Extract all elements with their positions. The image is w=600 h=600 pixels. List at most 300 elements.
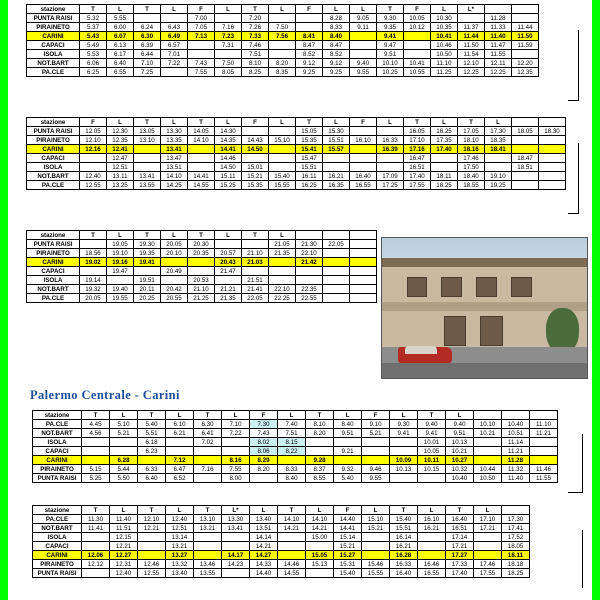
- station-name-cell: CAPACI: [33, 447, 82, 456]
- departure-time-cell: 7.25: [134, 68, 161, 77]
- table-wrap-3: [26, 230, 377, 303]
- departure-time-cell: 18.25: [502, 569, 530, 578]
- departure-time-cell: 10.25: [377, 68, 404, 77]
- photo-window: [407, 277, 427, 297]
- table-row: [33, 438, 558, 447]
- departure-time-cell: 19.51: [134, 276, 161, 285]
- departure-time-cell: 18.18: [502, 560, 530, 569]
- departure-time-cell: 17.50: [458, 163, 485, 172]
- departure-time-cell: 14.46: [278, 560, 306, 569]
- departure-time-cell: 18.10: [458, 136, 485, 145]
- departure-time-cell: 15.31: [334, 560, 362, 569]
- departure-time-cell: [188, 154, 215, 163]
- departure-time-cell: 13.41: [222, 524, 250, 533]
- departure-time-cell: 6.33: [138, 465, 166, 474]
- departure-time-cell: 21.42: [296, 258, 323, 267]
- departure-time-cell: 9.47: [377, 41, 404, 50]
- departure-time-cell: 20.30: [188, 240, 215, 249]
- departure-time-cell: [474, 438, 502, 447]
- train-type-header: F: [362, 411, 390, 420]
- departure-time-cell: 4.45: [82, 420, 110, 429]
- station-name-cell: CAPACI: [27, 154, 80, 163]
- departure-time-cell: 17.52: [502, 533, 530, 542]
- train-type-header: [485, 5, 512, 14]
- departure-time-cell: 9.25: [296, 68, 323, 77]
- station-name-cell: PUNTA RAISI: [27, 240, 80, 249]
- departure-time-cell: [377, 127, 404, 136]
- departure-time-cell: 8.15: [278, 438, 306, 447]
- departure-time-cell: [278, 542, 306, 551]
- departure-time-cell: [390, 474, 418, 483]
- departure-time-cell: 21.35: [269, 249, 296, 258]
- departure-time-cell: [474, 533, 502, 542]
- departure-time-cell: [250, 474, 278, 483]
- departure-time-cell: 21.21: [215, 285, 242, 294]
- connector-line: [578, 143, 579, 213]
- departure-time-cell: 9.30: [390, 420, 418, 429]
- train-type-header: L: [110, 411, 138, 420]
- departure-time-cell: 15.21: [242, 172, 269, 181]
- departure-time-cell: 5.40: [334, 474, 362, 483]
- departure-time-cell: [377, 154, 404, 163]
- departure-time-cell: 17.21: [446, 542, 474, 551]
- departure-time-cell: 18.11: [431, 172, 458, 181]
- departure-time-cell: 7.12: [166, 456, 194, 465]
- table-row: [33, 569, 530, 578]
- departure-time-cell: 7.22: [161, 59, 188, 68]
- departure-time-cell: 10.05: [418, 447, 446, 456]
- departure-time-cell: 11.44: [458, 32, 485, 41]
- departure-time-cell: 12.40: [166, 515, 194, 524]
- departure-time-cell: 16.33: [390, 560, 418, 569]
- departure-time-cell: 6.00: [107, 23, 134, 32]
- departure-time-cell: 13.14: [166, 533, 194, 542]
- departure-time-cell: 19.16: [107, 258, 134, 267]
- departure-time-cell: 14.55: [278, 569, 306, 578]
- train-type-header: [323, 231, 350, 240]
- departure-time-cell: 12.10: [458, 59, 485, 68]
- departure-time-cell: 7.56: [269, 32, 296, 41]
- train-type-header: F: [188, 5, 215, 14]
- departure-time-cell: 10.40: [446, 474, 474, 483]
- departure-time-cell: 17.30: [485, 127, 512, 136]
- departure-time-cell: 17.33: [446, 560, 474, 569]
- departure-time-cell: 12.51: [166, 524, 194, 533]
- departure-time-cell: [530, 447, 558, 456]
- departure-time-cell: 9.41: [377, 32, 404, 41]
- departure-time-cell: 7.55: [222, 465, 250, 474]
- departure-time-cell: 10.10: [474, 420, 502, 429]
- station-name-cell: NOT.BART: [27, 172, 80, 181]
- table-row: [33, 542, 530, 551]
- departure-time-cell: 5.49: [80, 41, 107, 50]
- train-type-header: L: [250, 506, 278, 515]
- departure-time-cell: [539, 154, 566, 163]
- train-type-header: T: [80, 231, 107, 240]
- train-type-header: L: [474, 506, 502, 515]
- departure-time-cell: 16.21: [323, 172, 350, 181]
- departure-time-cell: [323, 258, 350, 267]
- departure-time-cell: 21.30: [296, 240, 323, 249]
- departure-time-cell: 16.40: [390, 569, 418, 578]
- departure-time-cell: 12.46: [138, 560, 166, 569]
- departure-time-cell: 9.46: [362, 465, 390, 474]
- departure-time-cell: 15.27: [334, 551, 362, 560]
- train-type-header: F: [350, 118, 377, 127]
- departure-time-cell: 6.47: [166, 465, 194, 474]
- train-type-header: [350, 231, 377, 240]
- departure-time-cell: 17.40: [431, 145, 458, 154]
- departure-time-cell: 14.35: [215, 136, 242, 145]
- departure-time-cell: [242, 240, 269, 249]
- departure-time-cell: 15.25: [215, 181, 242, 190]
- departure-time-cell: [80, 154, 107, 163]
- departure-time-cell: [306, 569, 334, 578]
- train-type-header: T: [138, 411, 166, 420]
- departure-time-cell: 7.26: [242, 23, 269, 32]
- train-type-header: T: [458, 118, 485, 127]
- departure-time-cell: 19.40: [107, 285, 134, 294]
- departure-time-cell: 13.11: [107, 172, 134, 181]
- departure-time-cell: 10.09: [390, 456, 418, 465]
- departure-time-cell: 7.22: [222, 429, 250, 438]
- departure-time-cell: [512, 172, 539, 181]
- departure-time-cell: [194, 533, 222, 542]
- departure-time-cell: [350, 145, 377, 154]
- departure-time-cell: 10.21: [446, 447, 474, 456]
- departure-time-cell: [138, 533, 166, 542]
- departure-time-cell: 5.43: [80, 32, 107, 41]
- departure-time-cell: [350, 154, 377, 163]
- departure-time-cell: 11.55: [530, 474, 558, 483]
- departure-time-cell: 11.32: [502, 465, 530, 474]
- train-type-header: T: [134, 5, 161, 14]
- departure-time-cell: 17.40: [404, 172, 431, 181]
- departure-time-cell: 9.21: [334, 447, 362, 456]
- station-name-cell: PUNTA RAISI: [33, 569, 82, 578]
- departure-time-cell: 18.11: [502, 551, 530, 560]
- departure-time-cell: 14.40: [250, 569, 278, 578]
- departure-time-cell: 8.33: [323, 23, 350, 32]
- departure-time-cell: [188, 50, 215, 59]
- departure-time-cell: 6.28: [110, 456, 138, 465]
- departure-time-cell: [82, 438, 110, 447]
- departure-time-cell: 15.47: [296, 154, 323, 163]
- departure-time-cell: 17.40: [446, 569, 474, 578]
- departure-time-cell: [161, 276, 188, 285]
- departure-time-cell: 9.35: [377, 23, 404, 32]
- departure-time-cell: 9.12: [296, 59, 323, 68]
- departure-time-cell: 17.35: [431, 136, 458, 145]
- train-type-header: T: [82, 506, 110, 515]
- departure-time-cell: 12.16: [80, 145, 107, 154]
- departure-time-cell: [134, 14, 161, 23]
- table-row: [27, 285, 377, 294]
- photo-window: [476, 277, 496, 297]
- departure-time-cell: 10.41: [431, 32, 458, 41]
- departure-time-cell: 17.41: [502, 524, 530, 533]
- schedule-table-3: [26, 230, 377, 303]
- departure-time-cell: 20.53: [188, 276, 215, 285]
- departure-time-cell: 15.57: [323, 145, 350, 154]
- departure-time-cell: [278, 551, 306, 560]
- page-title: Palermo Centrale - Carini: [30, 388, 180, 402]
- train-type-header: F: [80, 118, 107, 127]
- departure-time-cell: 8.40: [278, 474, 306, 483]
- departure-time-cell: 10.51: [502, 429, 530, 438]
- departure-time-cell: 6.55: [107, 68, 134, 77]
- train-type-header: [512, 5, 539, 14]
- departure-time-cell: 7.55: [188, 68, 215, 77]
- departure-time-cell: [222, 447, 250, 456]
- train-type-header: L: [269, 231, 296, 240]
- departure-time-cell: 20.49: [161, 267, 188, 276]
- departure-time-cell: 10.46: [431, 41, 458, 50]
- departure-time-cell: [404, 41, 431, 50]
- station-column-header: stazione: [27, 231, 80, 240]
- departure-time-cell: 9.41: [418, 429, 446, 438]
- departure-time-cell: [539, 145, 566, 154]
- departure-time-cell: [215, 14, 242, 23]
- table-wrap-4: [32, 410, 558, 483]
- departure-time-cell: 13.25: [107, 181, 134, 190]
- train-type-header: T: [82, 411, 110, 420]
- train-type-header: T: [138, 506, 166, 515]
- departure-time-cell: 7.30: [250, 420, 278, 429]
- departure-time-cell: 19.55: [107, 294, 134, 303]
- departure-time-cell: [110, 438, 138, 447]
- departure-time-cell: 14.41: [188, 172, 215, 181]
- departure-time-cell: 10.10: [377, 59, 404, 68]
- departure-time-cell: 7.50: [269, 23, 296, 32]
- departure-time-cell: 18.51: [512, 163, 539, 172]
- departure-time-cell: [323, 267, 350, 276]
- departure-time-cell: 9.10: [362, 420, 390, 429]
- departure-time-cell: 8.47: [323, 41, 350, 50]
- departure-time-cell: 19.10: [107, 249, 134, 258]
- departure-time-cell: [539, 136, 566, 145]
- schedule-table-5: [32, 505, 530, 578]
- departure-time-cell: 9.05: [350, 14, 377, 23]
- departure-time-cell: 21.47: [215, 267, 242, 276]
- departure-time-cell: 15.01: [242, 163, 269, 172]
- train-type-header: L: [222, 411, 250, 420]
- departure-time-cell: 15.05: [296, 127, 323, 136]
- departure-time-cell: 9.25: [323, 68, 350, 77]
- station-name-cell: PA.CLE: [27, 68, 80, 77]
- departure-time-cell: [474, 551, 502, 560]
- departure-time-cell: [82, 533, 110, 542]
- station-name-cell: PUNTA RAISI: [33, 474, 82, 483]
- train-type-header: F: [242, 118, 269, 127]
- connector-line: [582, 434, 583, 492]
- departure-time-cell: 15.05: [306, 551, 334, 560]
- departure-time-cell: [188, 41, 215, 50]
- departure-time-cell: 17.14: [446, 533, 474, 542]
- departure-time-cell: 7.23: [215, 32, 242, 41]
- train-type-header: [539, 118, 566, 127]
- departure-time-cell: [296, 276, 323, 285]
- departure-time-cell: 6.25: [80, 68, 107, 77]
- departure-time-cell: 16.40: [350, 172, 377, 181]
- departure-time-cell: 10.55: [404, 68, 431, 77]
- station-photo: [381, 237, 588, 379]
- train-type-header: L: [161, 5, 188, 14]
- departure-time-cell: [269, 50, 296, 59]
- departure-time-cell: [138, 551, 166, 560]
- train-type-header: T: [242, 231, 269, 240]
- departure-time-cell: 5.10: [110, 420, 138, 429]
- departure-time-cell: 6.17: [107, 50, 134, 59]
- departure-time-cell: [278, 456, 306, 465]
- departure-time-cell: [350, 276, 377, 285]
- departure-time-cell: 18.56: [80, 249, 107, 258]
- departure-time-cell: 6.23: [138, 447, 166, 456]
- departure-time-cell: 20.57: [215, 249, 242, 258]
- departure-time-cell: 7.31: [215, 41, 242, 50]
- station-name-cell: PA.CLE: [27, 294, 80, 303]
- departure-time-cell: 16.55: [418, 569, 446, 578]
- departure-time-cell: 13.05: [134, 127, 161, 136]
- table-row: [27, 14, 539, 23]
- departure-time-cell: [362, 438, 390, 447]
- departure-time-cell: 16.40: [446, 515, 474, 524]
- station-name-cell: PUNTA RAISI: [27, 127, 80, 136]
- departure-time-cell: 11.37: [458, 23, 485, 32]
- train-type-header: [512, 118, 539, 127]
- departure-time-cell: [161, 258, 188, 267]
- table-row: [27, 136, 566, 145]
- station-name-cell: PUNTA RAISI: [27, 14, 80, 23]
- departure-time-cell: 11.40: [110, 515, 138, 524]
- departure-time-cell: 18.16: [458, 145, 485, 154]
- departure-time-cell: 8.55: [306, 474, 334, 483]
- departure-time-cell: 6.06: [80, 59, 107, 68]
- departure-time-cell: 15.21: [334, 542, 362, 551]
- table-row: [27, 249, 377, 258]
- table-row: [27, 41, 539, 50]
- departure-time-cell: 22.05: [323, 240, 350, 249]
- departure-time-cell: [539, 163, 566, 172]
- train-type-header: L: [161, 118, 188, 127]
- departure-time-cell: [194, 542, 222, 551]
- departure-time-cell: 7.10: [222, 420, 250, 429]
- departure-time-cell: 8.35: [269, 68, 296, 77]
- departure-time-cell: [350, 50, 377, 59]
- departure-time-cell: 21.10: [188, 285, 215, 294]
- departure-time-cell: 17.10: [474, 515, 502, 524]
- departure-time-cell: 9.40: [446, 420, 474, 429]
- station-name-cell: CAPACI: [27, 41, 80, 50]
- departure-time-cell: 8.20: [269, 59, 296, 68]
- departure-time-cell: 12.40: [110, 569, 138, 578]
- station-name-cell: NOT.BART: [27, 59, 80, 68]
- departure-time-cell: [80, 267, 107, 276]
- train-type-header: T: [194, 411, 222, 420]
- departure-time-cell: 14.46: [215, 154, 242, 163]
- station-name-cell: CARINI: [33, 551, 82, 560]
- train-type-header: T: [306, 411, 334, 420]
- connector-line: [582, 530, 583, 588]
- departure-time-cell: [350, 294, 377, 303]
- station-name-cell: ISOLA: [27, 163, 80, 172]
- departure-time-cell: 10.50: [431, 50, 458, 59]
- departure-time-cell: 12.51: [107, 163, 134, 172]
- departure-time-cell: 18.40: [458, 172, 485, 181]
- departure-time-cell: 12.27: [110, 551, 138, 560]
- station-column-header: stazione: [33, 506, 82, 515]
- departure-time-cell: [390, 447, 418, 456]
- departure-time-cell: [161, 14, 188, 23]
- departure-time-cell: 20.55: [161, 294, 188, 303]
- departure-time-cell: 12.15: [110, 533, 138, 542]
- departure-time-cell: [431, 163, 458, 172]
- departure-time-cell: 10.11: [418, 456, 446, 465]
- station-name-cell: CAPACI: [27, 267, 80, 276]
- departure-time-cell: 12.10: [80, 136, 107, 145]
- departure-time-cell: 7.16: [215, 23, 242, 32]
- departure-time-cell: 21.41: [242, 285, 269, 294]
- departure-time-cell: 17.27: [446, 551, 474, 560]
- station-name-cell: CARINI: [27, 32, 80, 41]
- departure-time-cell: 17.30: [502, 515, 530, 524]
- departure-time-cell: 14.50: [242, 145, 269, 154]
- table-row: [27, 32, 539, 41]
- departure-time-cell: 17.16: [404, 145, 431, 154]
- departure-time-cell: 16.10: [418, 515, 446, 524]
- departure-time-cell: 12.30: [107, 127, 134, 136]
- station-name-cell: PIRAINETO: [27, 249, 80, 258]
- departure-time-cell: 13.55: [194, 569, 222, 578]
- departure-time-cell: 15.14: [334, 533, 362, 542]
- departure-time-cell: 16.10: [350, 136, 377, 145]
- departure-time-cell: 6.44: [134, 50, 161, 59]
- departure-time-cell: 19.47: [107, 267, 134, 276]
- departure-time-cell: 12.21: [138, 524, 166, 533]
- train-type-header: L: [334, 411, 362, 420]
- schedule-table-2: [26, 117, 566, 190]
- departure-time-cell: 13.41: [161, 145, 188, 154]
- departure-time-cell: [362, 542, 390, 551]
- train-type-header: T: [418, 411, 446, 420]
- table-row: [27, 163, 566, 172]
- departure-time-cell: 13.30: [222, 515, 250, 524]
- departure-time-cell: 10.13: [390, 465, 418, 474]
- photo-car-roof: [405, 346, 438, 354]
- table-row: [27, 294, 377, 303]
- departure-time-cell: 13.40: [250, 515, 278, 524]
- train-type-header: L: [107, 118, 134, 127]
- departure-time-cell: 18.41: [485, 145, 512, 154]
- departure-time-cell: 16.25: [431, 127, 458, 136]
- departure-time-cell: 6.30: [194, 420, 222, 429]
- departure-time-cell: [404, 50, 431, 59]
- departure-time-cell: [222, 533, 250, 542]
- departure-time-cell: [350, 249, 377, 258]
- train-type-header: L: [431, 118, 458, 127]
- departure-time-cell: 19.35: [134, 249, 161, 258]
- departure-time-cell: 18.35: [485, 136, 512, 145]
- table-row: [27, 68, 539, 77]
- departure-time-cell: [296, 267, 323, 276]
- departure-time-cell: 15.40: [390, 515, 418, 524]
- train-type-header: F: [296, 5, 323, 14]
- departure-time-cell: [512, 50, 539, 59]
- departure-time-cell: 15.41: [296, 145, 323, 154]
- departure-time-cell: 10.05: [404, 14, 431, 23]
- train-type-header: [502, 411, 530, 420]
- departure-time-cell: 18.25: [431, 181, 458, 190]
